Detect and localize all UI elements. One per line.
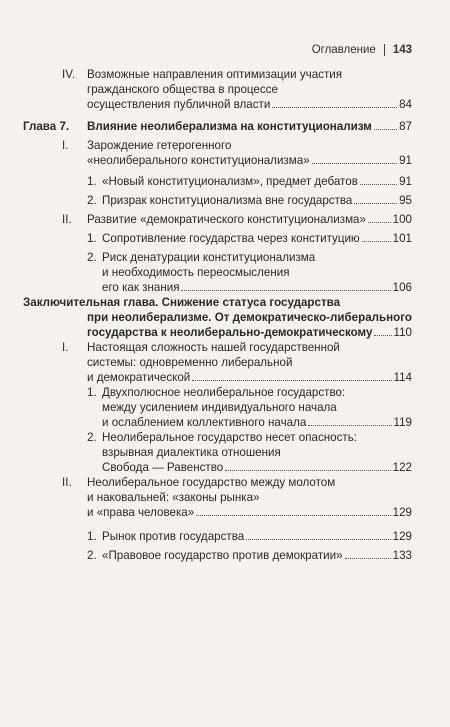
entry-number: 1. (87, 175, 97, 188)
leader-dots (345, 558, 391, 559)
entry-page-number: 119 (393, 416, 412, 430)
entry-page-number: 106 (392, 281, 412, 295)
entry-title-line: и необходимость переосмысления (102, 266, 290, 280)
entry-title-line: взрывная диалектика отношения (102, 446, 281, 460)
entry-title-line: между усилением индивидуального начала (102, 401, 337, 415)
entry-number: 2. (87, 431, 97, 444)
leader-dots (181, 290, 390, 291)
entry-page-number: 129 (392, 530, 412, 543)
entry-number: 2. (87, 549, 97, 562)
entry-number: 1. (87, 386, 97, 399)
entry-number: II. (62, 476, 72, 489)
header-page-number: 143 (392, 44, 412, 56)
entry-number: I. (62, 341, 69, 354)
entry-title-line: Призрак конституционализма вне государства (102, 194, 353, 207)
entry-title-line: «Правовое государство против демократии» (102, 549, 343, 562)
entry-page-number: 133 (392, 549, 412, 562)
leader-dots (360, 184, 397, 185)
entry-title-line: Сопротивление государства через конституцию (102, 232, 360, 245)
leader-dots (362, 241, 391, 242)
chapter-title-line: Снижение статуса государства (161, 296, 341, 309)
entry-title-line: Неолиберальное государство несет опасность: (102, 431, 357, 444)
entry-page-number: 122 (392, 461, 412, 475)
entry-title-line: «неолиберального конституционализма» (87, 154, 310, 168)
chapter-number: Заключительная глава. (23, 296, 159, 309)
entry-page-number: 100 (392, 213, 412, 226)
entry-number: 1. (87, 530, 97, 543)
entry-title-line: Зарождение гетерогенного (87, 139, 232, 152)
entry-title-line: и «права человека» (87, 506, 195, 520)
entry-title-line: и демократической (87, 371, 191, 385)
leader-dots (225, 470, 390, 471)
leader-dots (374, 335, 391, 336)
entry-page-number: 91 (399, 175, 412, 188)
entry-number: 2. (87, 251, 97, 264)
leader-dots (272, 107, 397, 108)
entry-number: IV. (62, 68, 76, 81)
entry-title-line: Двухполюсное неолиберальное государство: (102, 386, 346, 399)
chapter-title: Влияние неолиберализма на конституционализм (87, 120, 372, 133)
leader-dots (192, 380, 391, 381)
entry-title-line: Свобода — Равенство (102, 461, 224, 475)
entry-title-line: Возможные направления оптимизации участия (87, 68, 343, 81)
leader-dots (374, 129, 397, 130)
entry-title-line: Рынок против государства (102, 530, 245, 543)
entry-title-line: «Новый конституционализм», предмет дебатов (102, 175, 358, 188)
entry-title-line: и наковальней: «законы рынка» (87, 491, 260, 505)
entry-title-line: осуществления публичной власти (87, 98, 271, 112)
entry-title-line: и ослаблением коллективного начала (102, 416, 307, 430)
entry-title-line: его как знания (102, 281, 180, 295)
leader-dots (312, 163, 397, 164)
entry-title-line: гражданского общества в процессе (87, 83, 278, 97)
entry-title-line: Развитие «демократического конституционализма» (87, 213, 366, 226)
header-section-title: Оглавление (311, 44, 376, 56)
entry-title-line: Неолиберальное государство между молотом (87, 476, 336, 489)
chapter-title-line: государства к неолиберально-демократическому (87, 326, 373, 340)
entry-page-number: 114 (393, 371, 412, 385)
entry-page-number: 110 (393, 326, 412, 340)
entry-page-number: 91 (399, 154, 412, 168)
leader-dots (354, 203, 397, 204)
leader-dots (196, 515, 390, 516)
entry-number: II. (62, 213, 72, 226)
entry-number: 1. (87, 232, 97, 245)
entry-page-number: 84 (399, 98, 412, 112)
entry-page-number: 95 (399, 194, 412, 207)
entry-number: I. (62, 139, 69, 152)
chapter-title-line: при неолиберализме. От демократическо-либерального (87, 311, 412, 325)
entry-title-line: системы: одновременно либеральной (87, 356, 293, 370)
entry-number: 2. (87, 194, 97, 207)
leader-dots (368, 222, 391, 223)
chapter-number: Глава 7. (23, 120, 70, 133)
entry-page-number: 129 (392, 506, 412, 520)
entry-title-line: Настоящая сложность нашей государственной (87, 341, 340, 354)
entry-title-line: Риск денатурации конституционализма (102, 251, 316, 264)
leader-dots (246, 539, 390, 540)
entry-page-number: 101 (392, 232, 412, 245)
leader-dots (308, 425, 391, 426)
entry-page-number: 87 (399, 120, 412, 133)
